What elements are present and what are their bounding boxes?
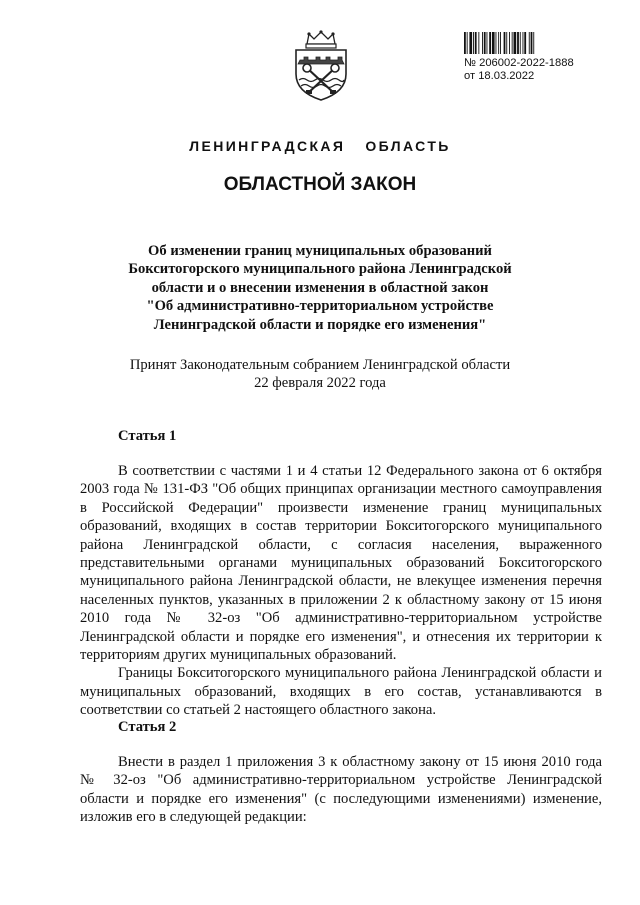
coat-of-arms-emblem <box>290 30 352 102</box>
law-title-line: Ленинградской области и порядке его изменения" <box>153 316 487 333</box>
article-2-heading: Статья 2 <box>118 719 177 735</box>
adoption-date: 22 февраля 2022 года <box>254 375 386 392</box>
article-2-body <box>80 753 602 827</box>
registration-number: № 206002-2022-1888 <box>464 57 574 69</box>
barcode-image <box>464 32 560 54</box>
law-title-line: "Об административно-территориальном устройстве <box>146 298 494 315</box>
article-1-body <box>80 462 602 720</box>
region-word-2: ОБЛАСТЬ <box>365 138 451 154</box>
region-word-1: ЛЕНИНГРАДСКАЯ <box>189 138 346 154</box>
law-type-heading: ОБЛАСТНОЙ ЗАКОН <box>223 174 417 195</box>
law-title <box>96 242 544 334</box>
adoption-line-1: Принят Законодательным собранием Ленинградской области <box>129 357 511 373</box>
law-title-line: области и о внесении изменения в областной закон <box>151 279 489 296</box>
law-title-line: Об изменении границ муниципальных образований <box>148 243 492 259</box>
registration-date: от 18.03.2022 <box>464 70 535 82</box>
adoption-note <box>96 356 544 393</box>
registration-stamp <box>464 32 574 83</box>
region-name <box>0 138 640 154</box>
article-1-paragraph-2: Границы Бокситогорского муниципального района Ленинградской области и муниципальных образований, входящих в его состав, устанавливаются в соответствии со статьей 2 настоящего областного закона. <box>80 665 602 719</box>
article-1-heading: Статья 1 <box>118 428 177 444</box>
article-2-paragraph-1: Внести в раздел 1 приложения 3 к областному закону от 15 июня 2010 года № 32-оз "Об административно-территориальном устройстве Ленинградской области и порядке его изменения" (с последующими изменениями) изменение, изложив его в следующей редакции: <box>80 754 602 826</box>
law-title-line: Бокситогорского муниципального района Ленинградской <box>128 261 512 278</box>
article-1-paragraph-1: В соответствии с частями 1 и 4 статьи 12 Федерального закона от 6 октября 2003 года № 131-ФЗ "Об общих принципах организации местного самоуправления в Российской Федерации" произвести изменение границ муниципальных образований, входящих в состав территории Бокситогорского муниципального района Ленинградской области, с согласия населения, выраженного представительными органами муниципальных образований Бокситогорского муниципального района Ленинградской области, не влекущее изменения перечня населенных пунктов, указанных в приложении 2 к областному закону от 15 июня 2010 года № 32-оз "Об административно-территориальном устройстве Ленинградской области и порядке его изменения", и отнесения их территории к территориям других муниципальных образований. <box>80 463 602 664</box>
